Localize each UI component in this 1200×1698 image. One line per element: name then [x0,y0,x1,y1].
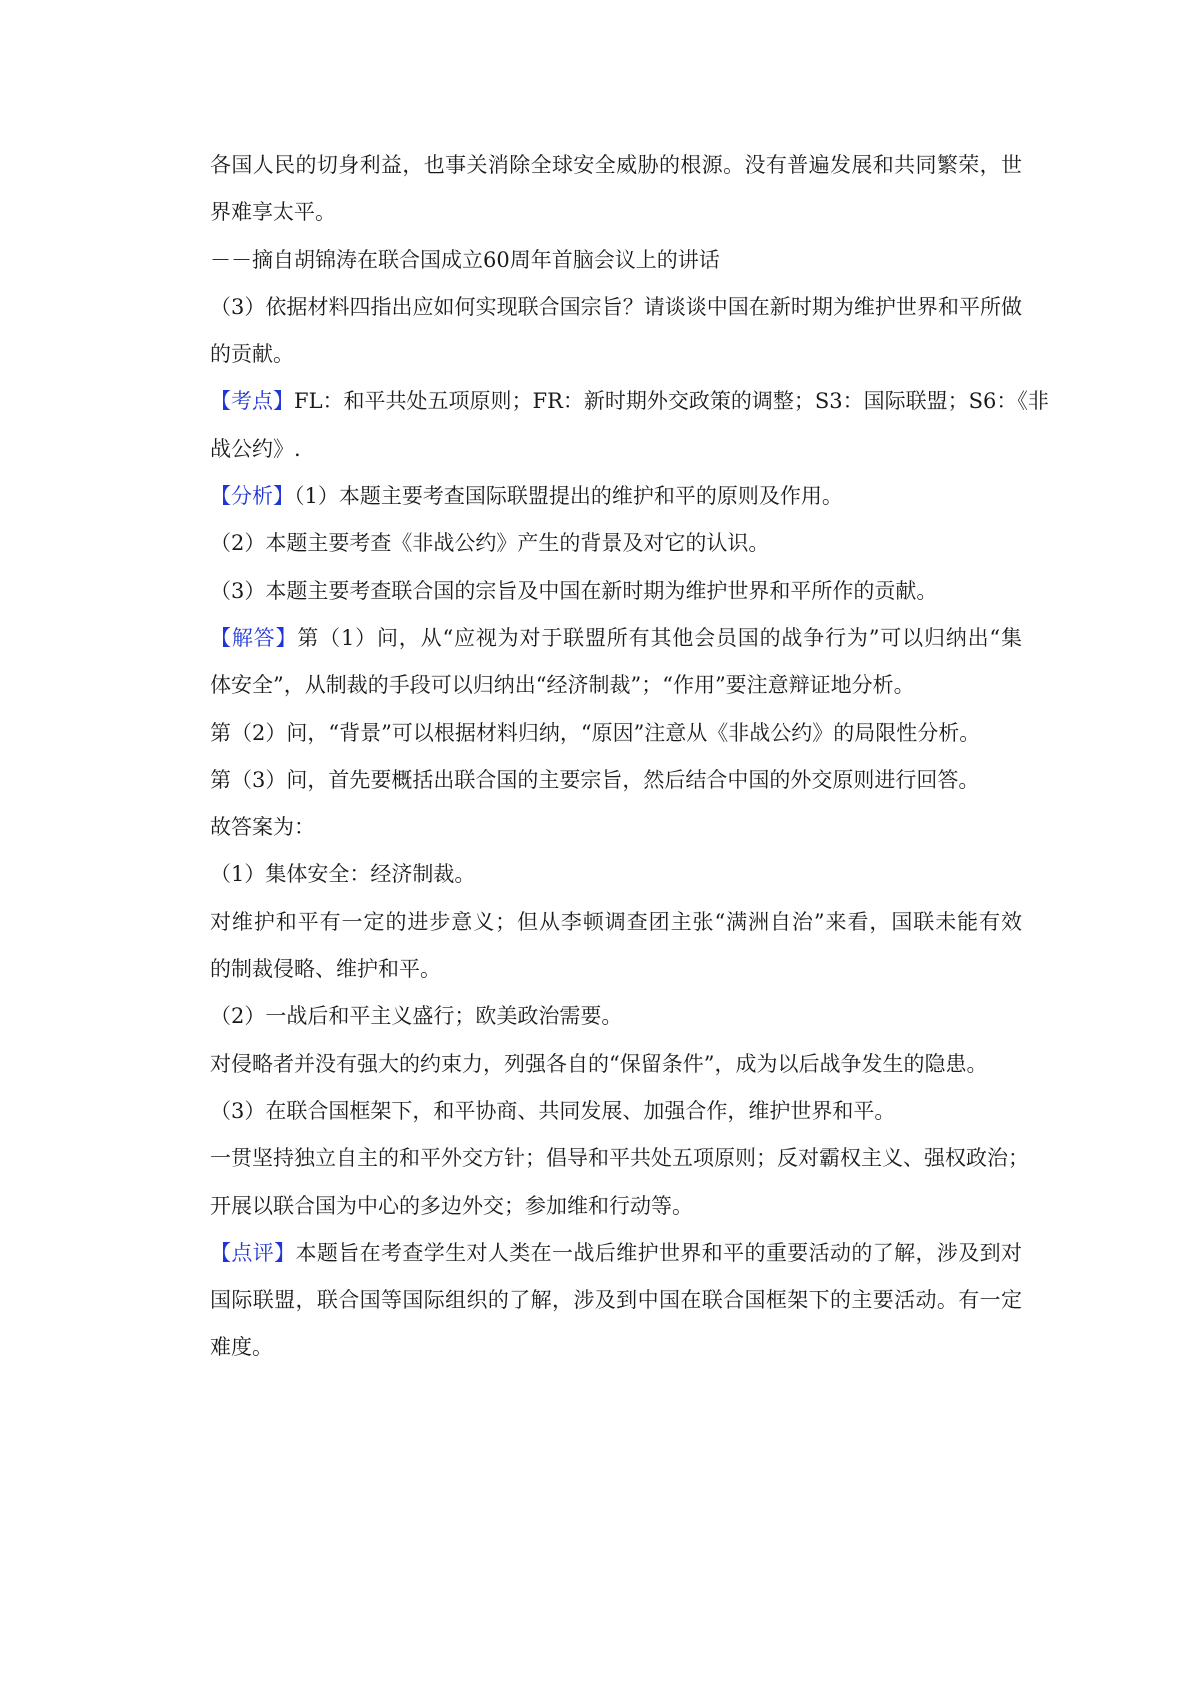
fenxi-tag: 【分析】 [210,484,294,509]
jieda-text: 第（1）问，从“应视为对于联盟所有其他会员国的战争行为”可以归纳出“集 [297,625,1022,650]
fenxi-line-3: （3）本题主要考查联合国的宗旨及中国在新时期为维护世界和平所作的贡献。 [210,578,938,603]
answer-2: （2）一战后和平主义盛行；欧美政治需要。 [210,1004,623,1029]
kaodian-tag: 【考点】 [210,389,294,414]
dianping-line-3: 难度。 [210,1335,273,1360]
answer-3: （3）在联合国框架下，和平协商、共同发展、加强合作，维护世界和平。 [210,1098,896,1123]
material-source: －－摘自胡锦涛在联合国成立60周年首脑会议上的讲话 [210,247,720,272]
question-3-cont: 的贡献。 [210,342,294,367]
fenxi-text: （1）本题主要考查国际联盟提出的维护和平的原则及作用。 [294,484,843,509]
kaodian-line [210,378,1049,425]
dianping-line [210,1230,1022,1277]
material-text-line: 各国人民的切身利益，也事关消除全球安全威胁的根源。没有普遍发展和共同繁荣，世 [210,153,1022,177]
jieda-line-3: 第（2）问，“背景”可以根据材料归纳，“原因”注意从《非战公约》的局限性分析。 [210,720,981,745]
jieda-line-4: 第（3）问，首先要概括出联合国的主要宗旨，然后结合中国的外交原则进行回答。 [210,767,980,792]
fenxi-line-2: （2）本题主要考查《非战公约》产生的背景及对它的认识。 [210,531,770,556]
jieda-tag: 【解答】 [210,625,298,650]
dianping-line-2: 国际联盟，联合国等国际组织的了解，涉及到中国在联合国框架下的主要活动。有一定 [210,1288,1022,1313]
answer-2-detail: 对侵略者并没有强大的约束力，列强各自的“保留条件”，成为以后战争发生的隐患。 [210,1051,988,1076]
jieda-line [210,615,1022,662]
answer-3-detail: 一贯坚持独立自主的和平外交方针；倡导和平共处五项原则；反对霸权主义、强权政治； [210,1146,1029,1171]
answer-1: （1）集体安全：经济制裁。 [210,862,476,887]
kaodian-line-2: 战公约》. [210,436,301,461]
answer-intro: 故答案为： [210,815,315,840]
dianping-text: 本题旨在考查学生对人类在一战后维护世界和平的重要活动的了解，涉及到对 [295,1240,1022,1265]
dianping-tag: 【点评】 [210,1240,296,1265]
question-3: （3）依据材料四指出应如何实现联合国宗旨？请谈谈中国在新时期为维护世界和平所做 [210,294,1022,319]
answer-1-detail-cont: 的制裁侵略、维护和平。 [210,957,441,982]
answer-1-detail: 对维护和平有一定的进步意义；但从李顿调查团主张“满洲自治”来看，国联未能有效 [210,909,1022,934]
material-text-line: 界难享太平。 [210,200,336,225]
document-page [210,142,1049,1372]
jieda-line-2: 体安全”，从制裁的手段可以归纳出“经济制裁”；“作用”要注意辩证地分析。 [210,673,915,698]
fenxi-line [210,473,1022,520]
answer-3-detail-cont: 开展以联合国为中心的多边外交；参加维和行动等。 [210,1193,693,1218]
kaodian-text: FL：和平共处五项原则；FR：新时期外交政策的调整；S3：国际联盟；S6：《非 [294,389,1049,414]
